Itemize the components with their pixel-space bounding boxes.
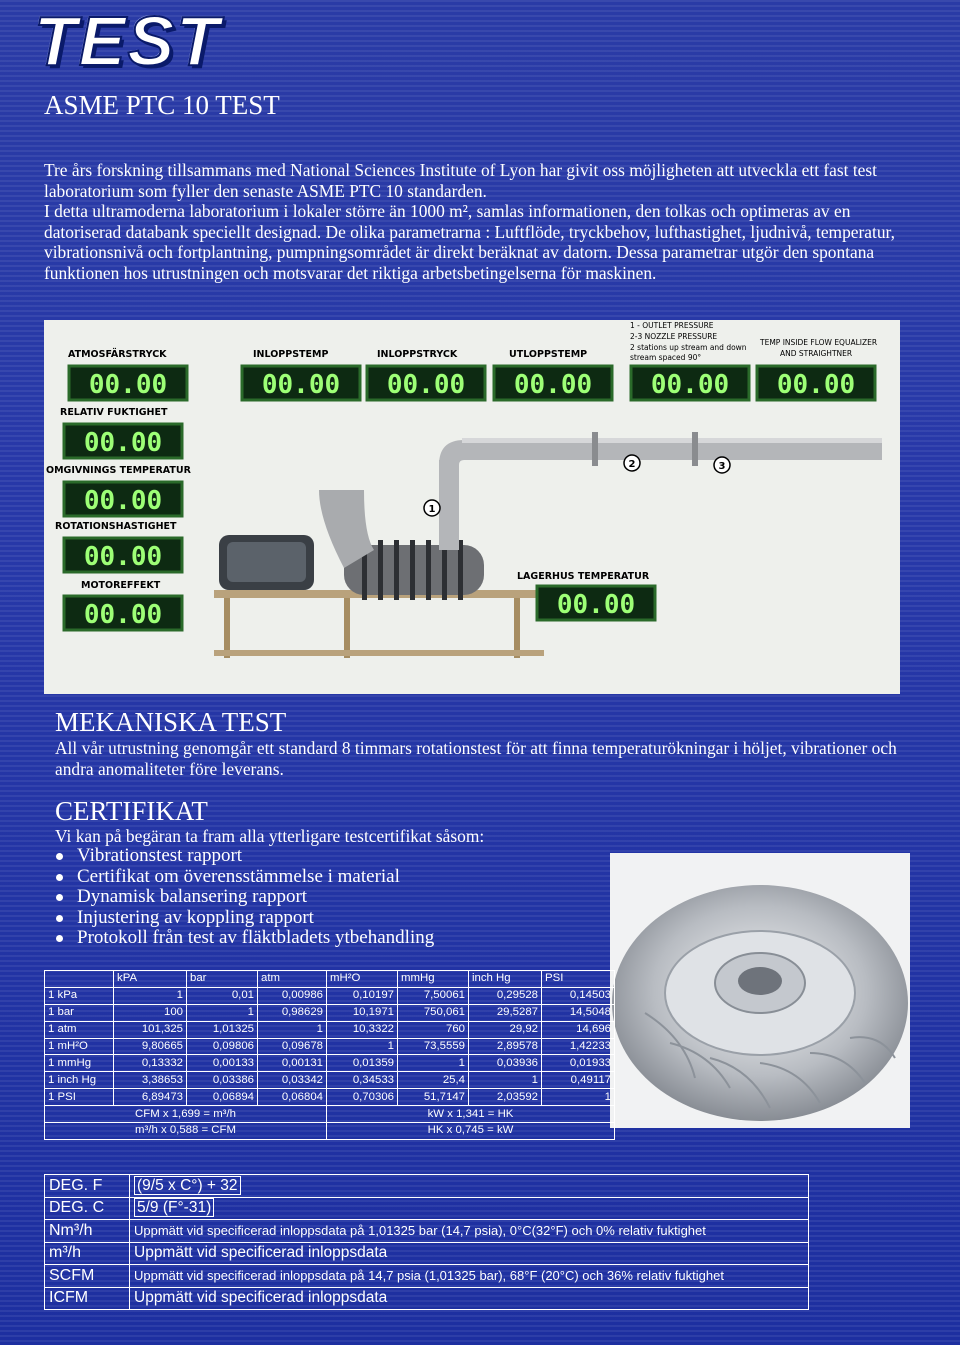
table-cell: 51,7147 [398,1089,469,1106]
table-row [45,1021,615,1038]
unit-key: Nm³/h [45,1220,130,1243]
column-header: kPA [114,971,187,988]
table-row [45,1038,615,1055]
blower-rib [410,540,415,600]
lcd-display-value: 00.00 [83,486,163,516]
list-item-label: Vibrationstest rapport [77,845,243,866]
motor-body [227,542,306,582]
table-cell: 0,01 [187,987,258,1004]
table-cell: 2,89578 [469,1038,542,1055]
vertical-pipe [439,460,459,550]
label-rotationshastighet: ROTATIONSHASTIGHET [55,521,177,532]
row-header: 1 mH²O [45,1038,114,1055]
table-cell: 0,00131 [258,1055,327,1072]
table-cell: 0,01933 [542,1055,615,1072]
table-footer-row [45,1123,615,1140]
table-cell: 0,09678 [258,1038,327,1055]
label-lagerhus-temperatur: LAGERHUS TEMPERATUR [517,571,650,582]
unit-value [130,1197,809,1220]
table-cell: 100 [114,1004,187,1021]
frame-leg [514,598,520,658]
table-row [45,1175,809,1198]
table-cell: 1 [114,987,187,1004]
table-cell: 0,34533 [327,1072,398,1089]
note-spacing: stream spaced 90° [630,353,702,362]
table-cell: 0,13332 [114,1055,187,1072]
pipe-flange [692,432,698,466]
column-header: PSI [542,971,615,988]
table-cell: 0,09806 [187,1038,258,1055]
list-item-label: Protokoll från test av fläktbladets ytbehandling [77,927,435,948]
table-cell: 0,29528 [469,987,542,1004]
table-cell: 6,89473 [114,1089,187,1106]
frame-leg [224,598,230,658]
mekaniska-title: MEKANISKA TEST [55,707,287,737]
conversion-formula: CFM x 1,699 = m³/h [45,1106,327,1123]
conversion-formula: m³/h x 0,588 = CFM [45,1123,327,1140]
lcd-display-value: 00.00 [513,370,593,400]
marker-3-label: 3 [718,461,726,472]
table-cell: 7,50061 [398,987,469,1004]
table-cell: 29,5287 [469,1004,542,1021]
table-cell: 0,03386 [187,1072,258,1089]
table-cell: 1 [327,1038,398,1055]
unit-value-text: (9/5 x C°) + 32 [134,1176,241,1195]
column-header [45,971,114,988]
lcd-display-value: 00.00 [650,370,730,400]
column-header: atm [258,971,327,988]
bullet [56,915,63,922]
table-cell: 101,325 [114,1021,187,1038]
bullet [56,874,63,881]
table-cell: 10,3322 [327,1021,398,1038]
table-row [45,1089,615,1106]
note-outlet-pressure: 1 - OUTLET PRESSURE [630,321,714,330]
list-item [55,846,434,867]
unit-value-text: 5/9 (F°-31) [134,1198,214,1217]
frame-leg [344,598,350,658]
intro-paragraph-1: Tre års forskning tillsammans med National Sciences Institute of Lyon har givit oss möjligheten att utveckla ett fast test laboratorium som fyller den senaste ASME PTC 10 standarden. [44,160,877,201]
table-cell: 0,70306 [327,1089,398,1106]
column-header: mmHg [398,971,469,988]
column-header: bar [187,971,258,988]
table-cell: 0,01359 [327,1055,398,1072]
test-logo: TEST [34,2,221,80]
table-cell: 10,1971 [327,1004,398,1021]
table-row [45,1220,809,1243]
list-item [55,887,434,908]
unit-key: SCFM [45,1265,130,1288]
list-item-label: Certifikat om överensstämmelse i material [77,865,400,887]
table-cell: 0,00133 [187,1055,258,1072]
unit-key: ICFM [45,1287,130,1310]
unit-key: DEG. F [45,1175,130,1198]
table-cell: 0,06894 [187,1089,258,1106]
intro-text [44,160,914,283]
unit-key: m³/h [45,1242,130,1265]
lcd-display-value: 00.00 [776,370,856,400]
table-cell: 0,98629 [258,1004,327,1021]
table-cell: 0,00986 [258,987,327,1004]
unit-value: Uppmätt vid specificerad inloppsdata på 1,01325 bar (14,7 psia), 0°C(32°F) och 0% relativ fuktighet [130,1220,809,1243]
table-cell: 14,696 [542,1021,615,1038]
table-row [45,1055,615,1072]
row-header: 1 PSI [45,1089,114,1106]
blower-rib [378,540,383,600]
table-cell: 73,5559 [398,1038,469,1055]
bullet [56,894,63,901]
pipe-highlight [462,438,882,443]
bullet [56,935,63,942]
impeller-bore [738,967,782,995]
conversion-formula: kW x 1,341 = HK [327,1106,615,1123]
table-cell: 1 [542,1089,615,1106]
table-cell: 760 [398,1021,469,1038]
row-header: 1 inch Hg [45,1072,114,1089]
certifikat-intro: Vi kan på begäran ta fram alla ytterligare testcertifikat såsom: [55,826,485,846]
row-header: 1 atm [45,1021,114,1038]
table-cell: 1 [258,1021,327,1038]
table-row [45,1197,809,1220]
table-cell: 1,42233 [542,1038,615,1055]
unit-value: Uppmätt vid specificerad inloppsdata [130,1287,809,1310]
certificate-list [55,846,434,949]
table-row [45,1242,809,1265]
impeller-svg [610,853,910,1128]
lcd-display-value: 00.00 [556,590,636,620]
lcd-display-value: 00.00 [261,370,341,400]
label-inloppstryck: INLOPPSTRYCK [377,349,458,360]
test-lab-diagram [44,320,900,694]
row-header: 1 bar [45,1004,114,1021]
table-cell: 29,92 [469,1021,542,1038]
table-cell: 1 [187,1004,258,1021]
table-cell: 1 [469,1072,542,1089]
marker-2-label: 2 [628,459,636,470]
intro-paragraph-2: I detta ultramoderna laboratorium i lokaler större än 1000 m², samlas informationen, den tolkas och optimeras av en datoriserad databank speciellt designad. De olika parametrarna : Luftflöde, tryckbehov, lufthastighet, ljudnivå, temperatur, vibrationsnivå och fortplantning, pumpningsområdet är direkt beräknat av datorn. Dessa parametrar utgör den spontana funktionen hos utrustningen och motsvarar det riktiga arbetsbetingelserna för maskinen. [44,201,895,283]
table-cell: 14,5048 [542,1004,615,1021]
table-cell: 0,14503 [542,987,615,1004]
note-stations: 2 stations up stream and down [630,343,747,352]
label-inloppstemp: INLOPPSTEMP [253,349,329,360]
list-item-label: Dynamisk balansering rapport [77,886,308,907]
lcd-display-value: 00.00 [83,600,163,630]
row-header: 1 kPa [45,987,114,1004]
table-cell: 0,10197 [327,987,398,1004]
table-footer-row [45,1106,615,1123]
table-cell: 25,4 [398,1072,469,1089]
unit-value: Uppmätt vid specificerad inloppsdata [130,1242,809,1265]
row-header: 1 mmHg [45,1055,114,1072]
blower-rib [394,540,399,600]
blower-rib [426,540,431,600]
table-cell: 0,03936 [469,1055,542,1072]
table-row [45,1072,615,1089]
unit-value: Uppmätt vid specificerad inloppsdata på 14,7 psia (1,01325 bar), 68°F (20°C) och 36% relativ fuktighet [130,1265,809,1288]
table-cell: 3,38653 [114,1072,187,1089]
unit-value [130,1175,809,1198]
lcd-display-value: 00.00 [88,370,168,400]
note-flow-equalizer: TEMP INSIDE FLOW EQUALIZER [760,338,878,347]
marker-1-label: 1 [428,504,436,515]
diagram-svg [44,320,900,694]
bullet [56,853,63,860]
pipe-flange [592,432,598,466]
lcd-display-value: 00.00 [386,370,466,400]
column-header: inch Hg [469,971,542,988]
impeller-image [610,853,910,1128]
table-cell: 0,49117 [542,1072,615,1089]
list-item-label: Injustering av koppling rapport [77,906,314,928]
table-row [45,987,615,1004]
table-row [45,1004,615,1021]
table-row [45,1265,809,1288]
note-nozzle-pressure: 2-3 NOZZLE PRESSURE [630,332,718,341]
list-item [55,908,434,929]
label-atmosfarstryck: ATMOSFÄRSTRYCK [68,349,167,360]
conversion-formula: HK x 0,745 = kW [327,1123,615,1140]
mekaniska-text: All vår utrustning genomgår ett standard 8 timmars rotationstest för att finna temperaturökningar i höljet, vibrationer och andra anomaliteter före leverans. [55,738,897,779]
list-item [55,867,434,888]
table-cell: 1 [398,1055,469,1072]
note-straightner: AND STRAIGHTNER [780,349,853,358]
pipe-elbow [439,440,464,465]
column-header: mH²O [327,971,398,988]
label-relativ-fuktighet: RELATIV FUKTIGHET [60,407,168,418]
table-cell: 1,01325 [187,1021,258,1038]
page-title: ASME PTC 10 TEST [44,90,280,120]
table-cell: 0,03342 [258,1072,327,1089]
unit-definitions-table [44,1174,809,1310]
list-item [55,928,434,949]
table-cell: 0,06804 [258,1089,327,1106]
pressure-conversion-table [44,970,615,1140]
certifikat-title: CERTIFIKAT [55,796,208,826]
unit-key: DEG. C [45,1197,130,1220]
lcd-display-value: 00.00 [83,428,163,458]
label-omgivnings-temperatur: OMGIVNINGS TEMPERATUR [46,465,191,476]
label-motoreffekt: MOTOREFFEKT [81,580,161,591]
table-header-row [45,971,615,988]
table-cell: 9,80665 [114,1038,187,1055]
table-cell: 2,03592 [469,1089,542,1106]
base-frame-bottom [214,650,544,656]
lcd-display-value: 00.00 [83,542,163,572]
label-utloppstemp: UTLOPPSTEMP [509,349,588,360]
table-cell: 750,061 [398,1004,469,1021]
table-row [45,1287,809,1310]
